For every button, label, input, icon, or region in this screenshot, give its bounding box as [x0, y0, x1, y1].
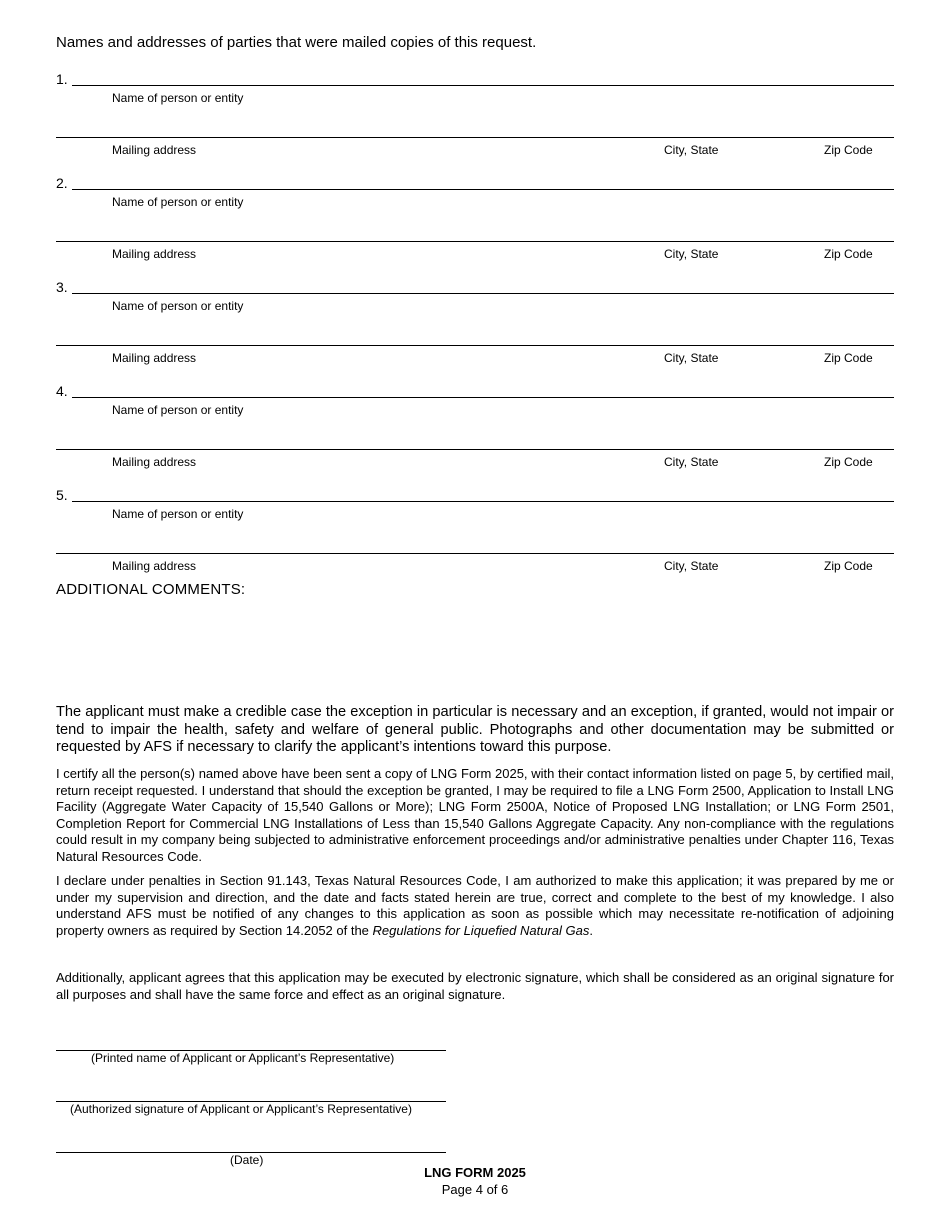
- city-state-label: City, State: [664, 351, 719, 365]
- zip-code-label: Zip Code: [824, 559, 873, 573]
- party-number: 1.: [56, 71, 68, 87]
- signature-caption: (Authorized signature of Applicant or Applicant’s Representative): [70, 1102, 412, 1116]
- party-entry-4: [0, 383, 950, 487]
- additional-comments-area[interactable]: [56, 602, 894, 694]
- mailing-address-label: Mailing address: [112, 247, 197, 261]
- party-entry-5: [0, 487, 950, 591]
- mailing-address-label: Mailing address: [112, 455, 197, 469]
- printed-name-caption: (Printed name of Applicant or Applicant’s Representative): [91, 1051, 395, 1065]
- city-state-label: City, State: [664, 247, 719, 261]
- name-label: Name of person or entity: [112, 299, 244, 313]
- party-entry-1: [0, 71, 950, 175]
- name-label: Name of person or entity: [112, 195, 244, 209]
- party-number: 2.: [56, 175, 68, 191]
- city-state-label: City, State: [664, 455, 719, 469]
- declaration-end: .: [589, 922, 593, 938]
- address-entry-line[interactable]: [56, 345, 894, 346]
- address-entry-line[interactable]: [56, 553, 894, 554]
- zip-code-label: Zip Code: [824, 455, 873, 469]
- declaration-paragraph: [56, 873, 894, 939]
- party-number: 5.: [56, 487, 68, 503]
- name-entry-line[interactable]: [72, 501, 894, 502]
- zip-code-label: Zip Code: [824, 247, 873, 261]
- form-title: LNG FORM 2025: [424, 1165, 526, 1180]
- city-state-label: City, State: [664, 559, 719, 573]
- zip-code-label: Zip Code: [824, 351, 873, 365]
- page-number: Page 4 of 6: [441, 1182, 509, 1197]
- name-label: Name of person or entity: [112, 91, 244, 105]
- name-entry-line[interactable]: [72, 397, 894, 398]
- mailing-address-label: Mailing address: [112, 559, 197, 573]
- name-label: Name of person or entity: [112, 403, 244, 417]
- mailing-address-label: Mailing address: [112, 351, 197, 365]
- intro-text: Names and addresses of parties that were mailed copies of this request.: [56, 34, 537, 51]
- additional-comments-heading: ADDITIONAL COMMENTS:: [56, 581, 246, 598]
- name-label: Name of person or entity: [112, 507, 244, 521]
- date-caption: (Date): [230, 1153, 264, 1167]
- declaration-text: I declare under penalties in Section 91.143, Texas Natural Resources Code, I am authorized to make this application; it was prepared by me or under my supervision and direction, and the date and facts stated herein are true, correct and complete to the best of my knowledge. I also understand AFS must be notified of any changes to this application as soon as possible which may necessitate re-notification of adjoining property owners as required by Section 14.2052 of the: [56, 873, 894, 938]
- electronic-signature-paragraph: Additionally, applicant agrees that this application may be executed by electronic signature, which shall be considered as an original signature for all purposes and shall have the same force and effect as an original signature.: [56, 970, 894, 1002]
- party-number: 3.: [56, 279, 68, 295]
- mailing-address-label: Mailing address: [112, 143, 197, 157]
- regulations-title: Regulations for Liquefied Natural Gas: [372, 922, 590, 938]
- name-entry-line[interactable]: [72, 85, 894, 86]
- name-entry-line[interactable]: [72, 189, 894, 190]
- exception-requirement-paragraph: The applicant must make a credible case the exception in particular is necessary and an exception, if granted, would not impair or tend to impair the health, safety and welfare of general public. Photographs and other documentation may be submitted or requested by AFS if necessary to clarify the applicant’s intentions toward this purpose.: [56, 704, 894, 755]
- address-entry-line[interactable]: [56, 449, 894, 450]
- address-entry-line[interactable]: [56, 137, 894, 138]
- zip-code-label: Zip Code: [824, 143, 873, 157]
- certification-paragraph: I certify all the person(s) named above have been sent a copy of LNG Form 2025, with their contact information listed on page 5, by certified mail, return receipt requested. I understand that should the exception be granted, I may be required to file a LNG Form 2500, Application to Install LNG Facility (Aggregate Water Capacity of 15,540 Gallons or More); LNG Form 2500A, Notice of Proposed LNG Installation; or LNG Form 2501, Completion Report for Commercial LNG Installations of Less than 15,540 Gallons Aggregate Capacity. Any non-compliance with the regulations could result in my company being subjected to administrative enforcement proceedings and/or administrative penalties under Chapter 116, Texas Natural Resources Code.: [56, 766, 894, 864]
- party-number: 4.: [56, 383, 68, 399]
- city-state-label: City, State: [664, 143, 719, 157]
- party-entry-2: [0, 175, 950, 279]
- name-entry-line[interactable]: [72, 293, 894, 294]
- party-entry-3: [0, 279, 950, 383]
- address-entry-line[interactable]: [56, 241, 894, 242]
